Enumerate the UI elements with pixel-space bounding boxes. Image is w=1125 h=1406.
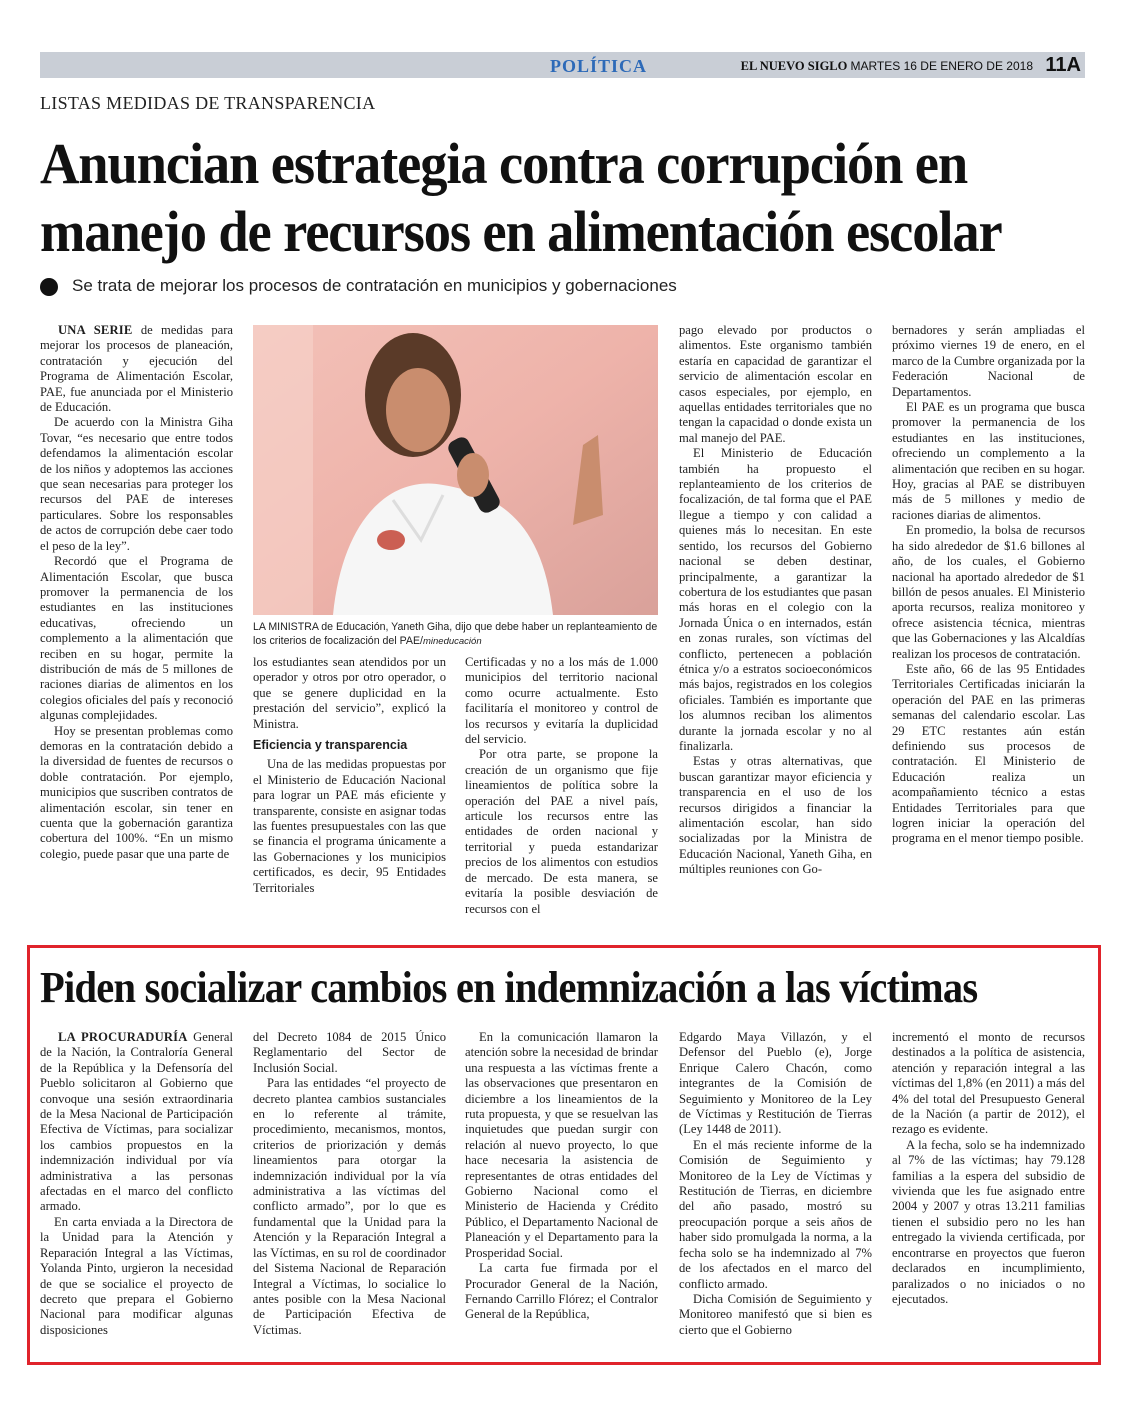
bullet-icon [40, 278, 58, 296]
article2-headline: Piden socializar cambios en indemnización a las víctimas [40, 963, 978, 1012]
paragraph: En promedio, la bolsa de recursos ha sido alrededor de $1.6 billones al año, de los cuales, el Gobierno nacional ha aportado alrededor de $1 billón de pesos anuales. El Ministerio aporta recursos, realiza monitoreo y ofrece asistencia técnica, mientras que las Gobernaciones y las Alcaldías realizan los procesos de contratación. [892, 523, 1085, 661]
paragraph: Este año, 66 de las 95 Entidades Territoriales Certificadas iniciarán la operación del PAE en las primeras semanas del calendario escolar. Las 29 ETC restantes aún están definiendo sus procesos de contratación. El Ministerio de Educación realiza un acompañamiento técnico a estas Entidades Territoriales para que logren iniciar la operación del programa en el menor tiempo posible. [892, 661, 1085, 846]
article2-column-5 [892, 1030, 1085, 1307]
paragraph: UNA SERIE de medidas para mejorar los procesos de planeación, contratación y ejecución del Programa de Alimentación Escolar, PAE, fue anunciada por el Ministerio de Educación. [40, 323, 233, 415]
article-headline [40, 130, 1027, 266]
paragraph: El PAE es un programa que busca promover la permanencia de los estudiantes en las instituciones, ofreciendo un complemento a la alimentación que reciben en su hogar. Hoy, gracias al PAE se distribuyen más de 5 millones y medio de raciones diarias de alimentos. [892, 400, 1085, 522]
paragraph: los estudiantes sean atendidos por un operador y otros por otro operador, o que se genere duplicidad en la prestación del servicio”, explicó la Ministra. [253, 655, 446, 731]
article-column-5 [892, 323, 1085, 847]
paragraph: Estas y otras alternativas, que buscan garantizar mayor eficiencia y transparencia en el uso de los recursos dirigidos a financiar la alimentación escolar, han sido socializadas por la Ministra de Educación Nacional, Yaneth Giha, en múltiples reuniones con Go- [679, 754, 872, 877]
paragraph: incrementó el monto de recursos destinados a la política de asistencia, atención y reparación integral a las víctimas del 1,8% (en 2011) a más del 4% del total del Presupuesto General de la Nación (a partir de 2012), el rezago es evidente. [892, 1030, 1085, 1137]
paragraph: Por otra parte, se propone la creación de un organismo que fije lineamientos de política sobre la operación del PAE a nivel país, articule los recursos entre las entidades de orden nacional y territorial y pueda estandarizar precios de los alimentos con estudios de mercado. De esta manera, se evitaría la posible desviación de recursos con el [465, 747, 658, 916]
section-subhead: Eficiencia y transparencia [253, 738, 408, 753]
paragraph: El Ministerio de Educación también ha propuesto el replanteamiento de los criterios de focalización, de tal forma que el PAE llegue a tiempo y con calidad a quienes más lo necesitan. En este sentido, los recursos del Gobierno nacional se deben destinar, principalmente, a garantizar la cobertura de los estudiantes que pasan más horas en el colegio con la Jornada Única o en internados, están en zonas rurales, son víctimas del conflicto, pertenecen a población étnica y/o a estratos socioeconómicos más bajos, registrados en los colegios oficiales. También es importante que los alumnos reciban los alimentos durante la jornada escolar y no al finalizarla. [679, 446, 872, 753]
lead-in: LA PROCURADURÍA [58, 1030, 188, 1044]
paragraph: De acuerdo con la Ministra Giha Tovar, “es necesario que entre todos defendamos la alimentación escolar de los niños y adoptemos las acciones que sean necesarias para proteger los recursos del PAE de intereses particulares. Sobre los responsables de actos de corrupción debe caer todo el peso de la ley”. [40, 415, 233, 553]
news-photo [253, 325, 658, 615]
photo-credit: mineducación [422, 636, 482, 647]
headline-line-2: manejo de recursos en alimentación escolar [40, 199, 1002, 264]
article-column-3 [465, 655, 658, 917]
article2-column-3 [465, 1030, 658, 1323]
article2-column-1 [40, 1030, 233, 1338]
section-name: POLÍTICA [550, 56, 648, 76]
masthead [741, 59, 1033, 74]
page-number: 11A [1045, 54, 1081, 76]
paragraph: En la comunicación llamaron la atención sobre la necesidad de brindar una respuesta a las víctimas frente a las observaciones que presentaron en diciembre a los lineamientos de la ruta propuesta, y que se resuelvan las inquietudes que puedan surgir con relación al nuevo proyecto, lo que hace necesaria la asistencia de representantes de otras entidades del Gobierno Nacional como el Ministerio de Hacienda y Crédito Público, el Departamento Nacional de Planeación y el Departamento para la Prosperidad Social. [465, 1030, 658, 1260]
photo-caption: LA MINISTRA de Educación, Yaneth Giha, dijo que debe haber un replanteamiento de los criterios de focalización del PAE/mineducación [253, 621, 658, 647]
article-kicker: LISTAS MEDIDAS DE TRANSPARENCIA [40, 93, 376, 113]
article-column-4 [679, 323, 872, 878]
article-subtitle: Se trata de mejorar los procesos de contratación en municipios y gobernaciones [72, 276, 677, 295]
article-column-1 [40, 323, 233, 862]
page-header-bar [40, 52, 1085, 78]
paragraph: Dicha Comisión de Seguimiento y Monitoreo manifestó que si bien es cierto que el Gobierno [679, 1291, 872, 1337]
paragraph: Para las entidades “el proyecto de decreto plantea cambios sustanciales en lo referente al trámite, procedimiento, mecanismos, montos, criterios de priorización y demás lineamientos para otorgar la indemnización individual por la vía administrativa a las víctimas del conflicto armado”, por lo que es fundamental que la Unidad para la Atención y la Reparación Integral a las Víctimas, en su rol de coordinador del Sistema Nacional de Reparación Integral a Víctimas, lo socialice lo antes posible con la Mesa Nacional de Participación Efectiva de Víctimas. [253, 1076, 446, 1337]
paragraph: En carta enviada a la Directora de la Unidad para la Atención y Reparación Integral a las Víctimas, Yolanda Pinto, urgieron la necesidad de que se socialice el proyecto de decreto que prepara el Gobierno Nacional para modificar algunas disposiciones [40, 1214, 233, 1337]
paragraph: Certificadas y no a los más de 1.000 municipios del territorio nacional como ocurre actualmente. Esto facilitaría el monitoreo y control de los recursos y evitaría la duplicidad del servicio. [465, 655, 658, 747]
paragraph: bernadores y serán ampliadas el próximo viernes 19 de enero, en el marco de la Cumbre organizada por la Federación Nacional de Departamentos. [892, 323, 1085, 399]
paragraph: Hoy se presentan problemas como demoras en la contratación debido a la diversidad de fuentes de recursos o doble contratación. Por ejemplo, municipios que suscriben contratos de alimentación escolar, sin tener en cuenta que la gobernación garantiza cobertura del 100%. “En un mismo colegio, puede pasar que una parte de [40, 723, 233, 861]
article2-column-4 [679, 1030, 872, 1338]
paragraph: La carta fue firmada por el Procurador General de la Nación, Fernando Carrillo Flórez; el Contralor General de la República, [465, 1261, 658, 1322]
paragraph: Recordó que el Programa de Alimentación Escolar, que busca promover la permanencia de los estudiantes en las instituciones educativas, ofreciendo un complemento a la alimentación que reciben en su hogar, permite la distribución de más de 5 millones de raciones diarias de alimentos en los colegios oficiales del país y reconoció algunas complejidades. [40, 554, 233, 723]
minister-photo [253, 325, 658, 615]
article-column-2 [253, 655, 446, 896]
paragraph: LA PROCURADURÍA General de la Nación, la Contraloría General de la República y la Defensoría del Pueblo solicitaron al Gobierno que convoque una sesión extraordinaria de la Mesa Nacional de Participación Efectiva de Víctimas, para socializar los cambios propuestos en la indemnización individual por vía administrativa a las personas afectadas en el marco del conflicto armado. [40, 1030, 233, 1214]
newspaper-name: EL NUEVO SIGLO [740, 59, 848, 73]
paragraph: pago elevado por productos o alimentos. Este organismo también estaría en capacidad de garantizar el servicio de alimentación escolar en casos especiales, por ejemplo, en aquellas entidades territoriales que no tengan la capacidad o donde exista un mal manejo del PAE. [679, 323, 872, 445]
paragraph: A la fecha, solo se ha indemnizado al 7% de las víctimas; hay 79.128 familias a la espera del subsidio de vivienda que les fue asignado entre 2004 y 2007 y otras 13.211 familias tienen el subsidio pero no les han entregado la vivienda certificada, por encontrarse en proyectos que fueron declarados en incumplimiento, paralizados o no iniciados o no ejecutados. [892, 1137, 1085, 1306]
paragraph: del Decreto 1084 de 2015 Único Reglamentario del Sector de Inclusión Social. [253, 1030, 446, 1075]
paragraph: Una de las medidas propuestas por el Ministerio de Educación Nacional para lograr un PAE más eficiente y transparente, consiste en asignar todas las fuentes presupuestales con las que se financia el programa únicamente a las Gobernaciones y los municipios certificados, es decir, 95 Entidades Territoriales [253, 757, 446, 895]
headline-line-1: Anuncian estrategia contra corrupción en [40, 131, 968, 196]
lead-in: UNA SERIE [58, 323, 133, 337]
article2-column-2 [253, 1030, 446, 1338]
paragraph: En el más reciente informe de la Comisión de Seguimiento y Monitoreo de la Ley de Víctimas y Restitución de Tierras, en diciembre del año pasado, mostró su preocupación porque a seis años de haber sido promulgada la norma, a la fecha solo se ha indemnizado al 7% de los afectados en el marco del conflicto armado. [679, 1137, 872, 1291]
issue-date: MARTES 16 DE ENERO DE 2018 [850, 59, 1033, 73]
paragraph: Edgardo Maya Villazón, y el Defensor del Pueblo (e), Jorge Enrique Calero Chacón, como integrantes de la Comisión de Seguimiento y Monitoreo de la Ley de Víctimas y Restitución de Tierras (Ley 1448 de 2011). [679, 1030, 872, 1137]
